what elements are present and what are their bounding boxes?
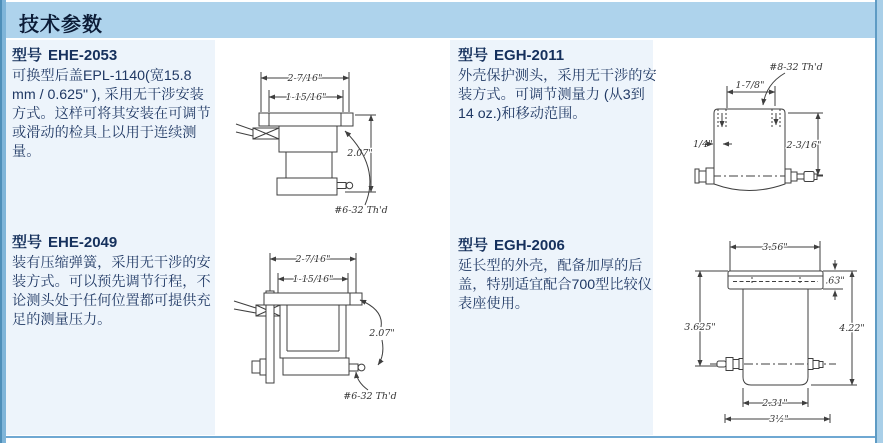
dim-label-inner-width: 2.31": [762, 398, 788, 409]
dim-label-outer-width: 3½": [769, 414, 789, 425]
model-description: 可换型后盖EPL-1140(宽15.8 mm / 0.625" ), 采用无干涉安装方式。这样可将其安装在可调节或滑动的检具上以用于连续测量。: [12, 68, 211, 160]
dim-label-inner-width: 1-15/16": [285, 92, 327, 103]
model-number: EGH-2006: [494, 237, 565, 254]
model-heading: [458, 234, 660, 255]
section-egh-2006: [458, 234, 660, 314]
dim-label-cap-height: .63": [825, 275, 845, 287]
dim-label-width: 2-7/16": [295, 254, 331, 265]
egh-2006-dimension-drawing: [680, 231, 878, 443]
ehe-2049-dimension-drawing: [230, 243, 447, 440]
egh-2011-dimension-drawing: [692, 56, 879, 218]
thread-label: #6-32 Th'd: [334, 205, 388, 216]
dim-label-width: 2-7/16": [287, 73, 323, 84]
section-ehe-2053: [12, 44, 216, 161]
model-number: EGH-2011: [494, 47, 565, 64]
thread-label: #8-32 Th'd: [769, 62, 823, 73]
model-heading: [12, 231, 216, 252]
dim-label-inner-width: 1-15/16": [292, 274, 334, 285]
model-number: EHE-2053: [48, 47, 118, 64]
dim-label-width: 1-7/8": [735, 80, 765, 91]
right-edge-strip: [875, 0, 883, 443]
left-accent-bar: [0, 0, 6, 443]
dim-label-top-width: 3.56": [762, 242, 788, 253]
bottom-divider: [6, 436, 883, 438]
model-label: 型号: [458, 237, 489, 254]
dim-label-offset: 1/4": [693, 139, 713, 150]
section-egh-2011: [458, 44, 660, 124]
dim-label-height: 2.07": [347, 148, 373, 159]
model-description: 延长型的外壳，配备加厚的后盖，特别适宜配合700型比较仪表座使用。: [458, 258, 652, 312]
page-title: 技术参数: [19, 14, 103, 36]
section-header: [6, 2, 875, 38]
model-description: 装有压缩弹簧，采用无干涉的安装方式。可以预先调节行程，不论测头处于任何位置都可提供充足的测量压力。: [12, 255, 211, 328]
model-heading: [458, 44, 660, 65]
dim-label-height: 2-3/16": [786, 140, 822, 151]
dim-label-left-height: 3.625": [684, 322, 716, 333]
thread-label: #6-32 Th'd: [343, 391, 397, 402]
model-heading: [12, 44, 216, 65]
model-label: 型号: [12, 234, 43, 251]
ehe-2053-dimension-drawing: [233, 57, 445, 219]
section-ehe-2049: [12, 231, 216, 330]
dim-label-height: 2.07": [369, 328, 395, 339]
model-number: EHE-2049: [48, 234, 118, 251]
model-description: 外壳保护测头，采用无干涉的安装方式。可调节测量力 (从3到14 oz.)和移动范围。: [458, 68, 657, 122]
model-label: 型号: [458, 47, 489, 64]
model-label: 型号: [12, 47, 43, 64]
dim-label-total-height: 4.22": [839, 323, 865, 334]
